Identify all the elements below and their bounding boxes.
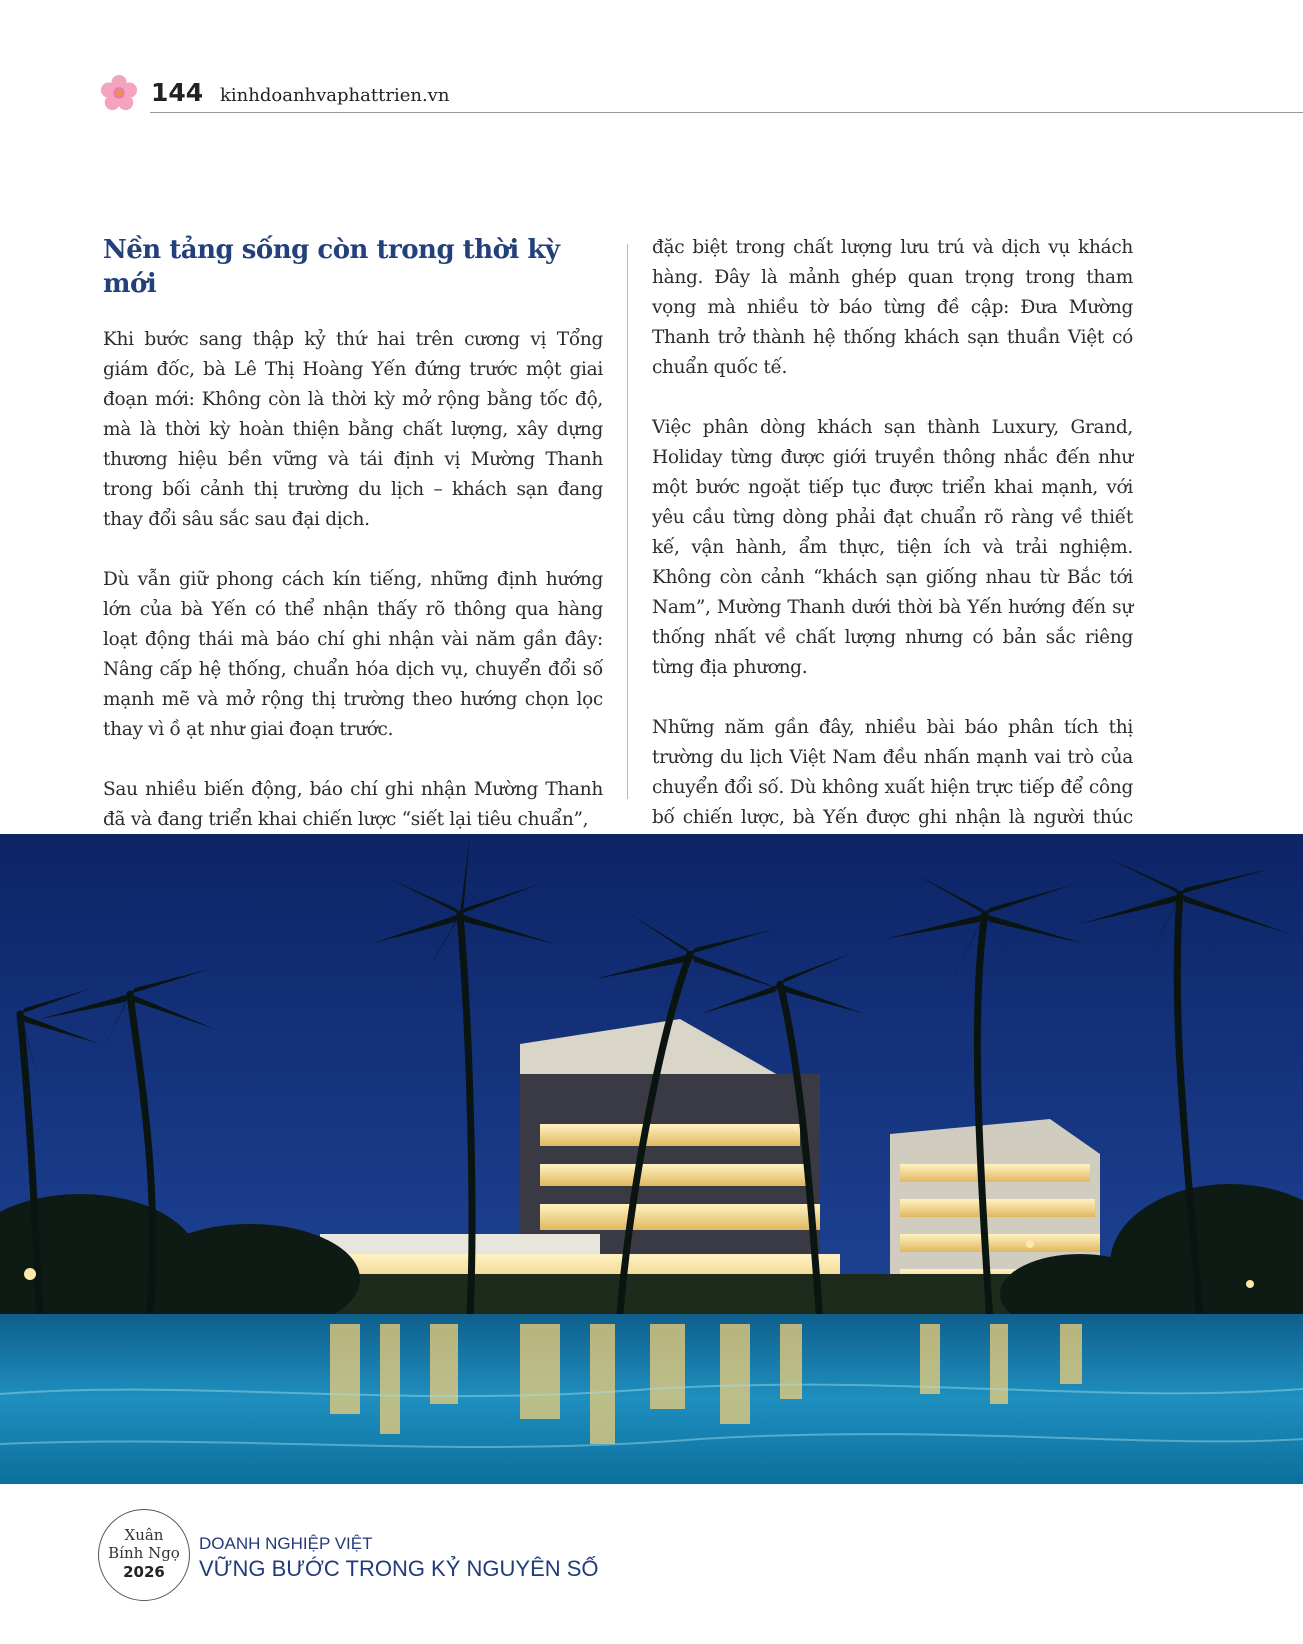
badge-year: 2026 xyxy=(123,1563,165,1581)
article-column-left xyxy=(103,233,603,865)
paragraph: Việc phân dòng khách sạn thành Luxury, Grand, Holiday từng được giới truyền thông nhắc đến như một bước ngoặt tiếp tục được triển khai mạnh, với yêu cầu từng dòng phải đạt chuẩn rõ ràng về thiết kế, vận hành, ẩm thực, tiện ích và trải nghiệm. Không còn cảnh “khách sạn giống nhau từ Bắc tới Nam”, Mường Thanh dưới thời bà Yến hướng đến sự thống nhất về chất lượng nhưng có bản sắc riêng từng địa phương. xyxy=(652,417,1133,678)
column-divider xyxy=(627,244,628,799)
paragraph: đặc biệt trong chất lượng lưu trú và dịch vụ khách hàng. Đây là mảnh ghép quan trọng trong tham vọng mà nhiều tờ báo từng đề cập: Đưa Mường Thanh trở thành hệ thống khách sạn thuần Việt có chuẩn quốc tế. xyxy=(652,237,1133,378)
paragraph: Dù vẫn giữ phong cách kín tiếng, những định hướng lớn của bà Yến có thể nhận thấy rõ thông qua hàng loạt động thái mà báo chí ghi nhận vài năm gần đây: Nâng cấp hệ thống, chuẩn hóa dịch vụ, chuyển đổi số mạnh mẽ và mở rộng thị trường theo hướng chọn lọc thay vì ồ ạt như giai đoạn trước. xyxy=(103,569,603,740)
issue-badge xyxy=(98,1509,190,1601)
page-header xyxy=(0,70,1303,120)
page-number: 144 xyxy=(151,78,204,107)
header-divider xyxy=(150,112,1303,113)
badge-line-1: Xuân xyxy=(124,1526,164,1544)
badge-line-2: Bính Ngọ xyxy=(108,1544,180,1562)
article-column-right xyxy=(652,233,1133,893)
footer-kicker: DOANH NGHIỆP VIỆT xyxy=(199,1534,373,1553)
site-name: kinhdoanhvaphattrien.vn xyxy=(220,85,450,106)
paragraph: Sau nhiều biến động, báo chí ghi nhận Mường Thanh đã và đang triển khai chiến lược “siết lại tiêu chuẩn”, xyxy=(103,779,603,830)
hotel-resort-photo xyxy=(0,834,1303,1484)
cherry-blossom-icon xyxy=(100,74,138,112)
paragraph: Những năm gần đây, nhiều bài báo phân tích thị trường du lịch Việt Nam đều nhấn mạnh vai trò của chuyển đổi số. Dù không xuất hiện trực tiếp để công bố chiến lược, bà Yến được ghi nhận là người thúc xyxy=(652,717,1133,828)
footer-title: VỮNG BƯỚC TRONG KỶ NGUYÊN SỐ xyxy=(199,1556,599,1581)
paragraph: Khi bước sang thập kỷ thứ hai trên cương vị Tổng giám đốc, bà Lê Thị Hoàng Yến đứng trước một giai đoạn mới: Không còn là thời kỳ mở rộng bằng tốc độ, mà là thời kỳ hoàn thiện bằng chất lượng, xây dựng thương hiệu bền vững và tái định vị Mường Thanh trong bối cảnh thị trường du lịch – khách sạn đang thay đổi sâu sắc sau đại dịch. xyxy=(103,329,603,530)
section-title: Nền tảng sống còn trong thời kỳ mới xyxy=(103,235,560,299)
